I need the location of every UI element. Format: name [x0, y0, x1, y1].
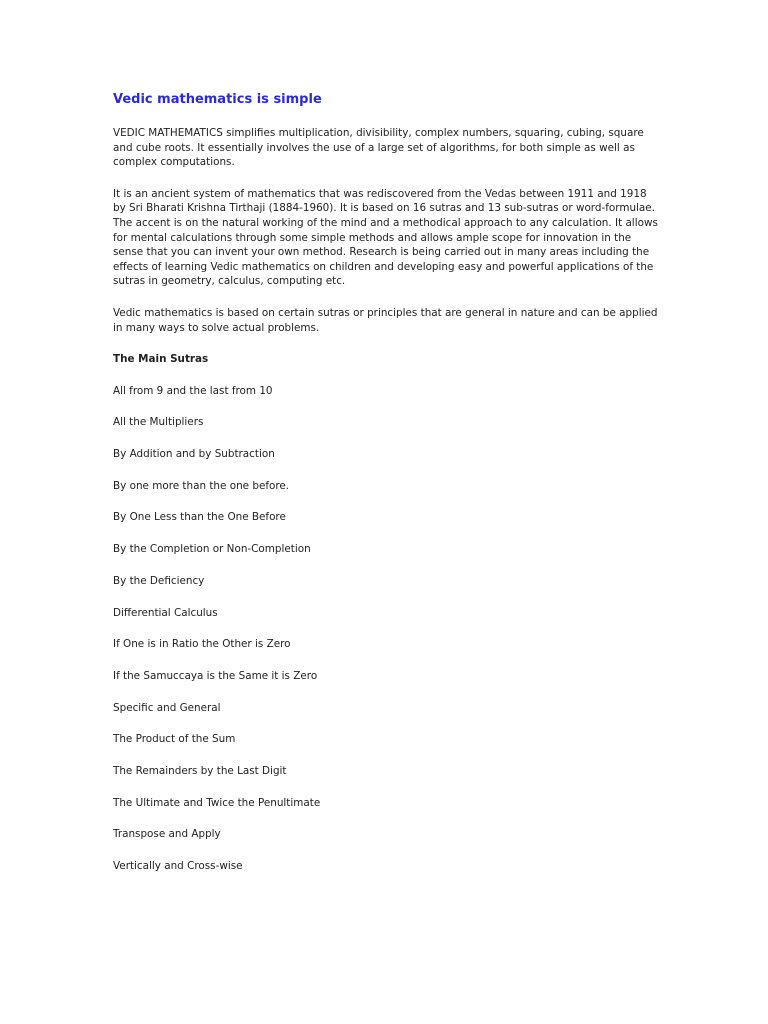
sutra-item: By the Completion or Non-Completion [113, 543, 311, 556]
sutra-item: All the Multipliers [113, 416, 204, 429]
sutra-item: The Ultimate and Twice the Penultimate [113, 796, 321, 809]
sutra-item: Differential Calculus [113, 606, 218, 619]
document-page [113, 91, 661, 891]
sutra-item: By the Deficiency [113, 574, 205, 587]
sutra-item: Specific and General [113, 701, 221, 714]
sutra-item: By Addition and by Subtraction [113, 448, 275, 461]
sutra-item: The Product of the Sum [113, 733, 236, 746]
sutra-item: By One Less than the One Before [113, 511, 286, 524]
principles-paragraph: Vedic mathematics is based on certain sutras or principles that are general in nature and can be applied in many ways to solve actual problems. [113, 306, 658, 334]
history-paragraph: It is an ancient system of mathematics that was rediscovered from the Vedas between 1911 and 1918 by Sri Bharati Krishna Tirthaji (1884-1960). It is based on 16 sutras and 13 sub-sutras or word-formulae. The accent is on the natural working of the mind and a methodical approach to any calculation. It allows for mental calculations through some simple methods and allows ample scope for innovation in the sense that you can invent your own method. Research is being carried out in many areas including the effects of learning Vedic mathematics on children and developing easy and powerful applications of the sutras in geometry, calculus, computing etc. [113, 187, 658, 288]
sutra-item: By one more than the one before. [113, 479, 290, 492]
sutras-heading: The Main Sutras [113, 353, 209, 366]
intro-paragraph: VEDIC MATHEMATICS simplifies multiplication, divisibility, complex numbers, squaring, cubing, square and cube roots. It essentially involves the use of a large set of algorithms, for both simple as well as complex computations. [113, 127, 644, 169]
page-title: Vedic mathematics is simple [113, 92, 322, 107]
sutra-item: Vertically and Cross-wise [113, 860, 243, 873]
sutra-item: The Remainders by the Last Digit [113, 764, 287, 777]
sutra-item: Transpose and Apply [113, 828, 221, 841]
sutra-list [113, 384, 661, 874]
sutra-item: All from 9 and the last from 10 [113, 384, 273, 397]
sutra-item: If the Samuccaya is the Same it is Zero [113, 669, 318, 682]
sutra-item: If One is in Ratio the Other is Zero [113, 638, 291, 651]
